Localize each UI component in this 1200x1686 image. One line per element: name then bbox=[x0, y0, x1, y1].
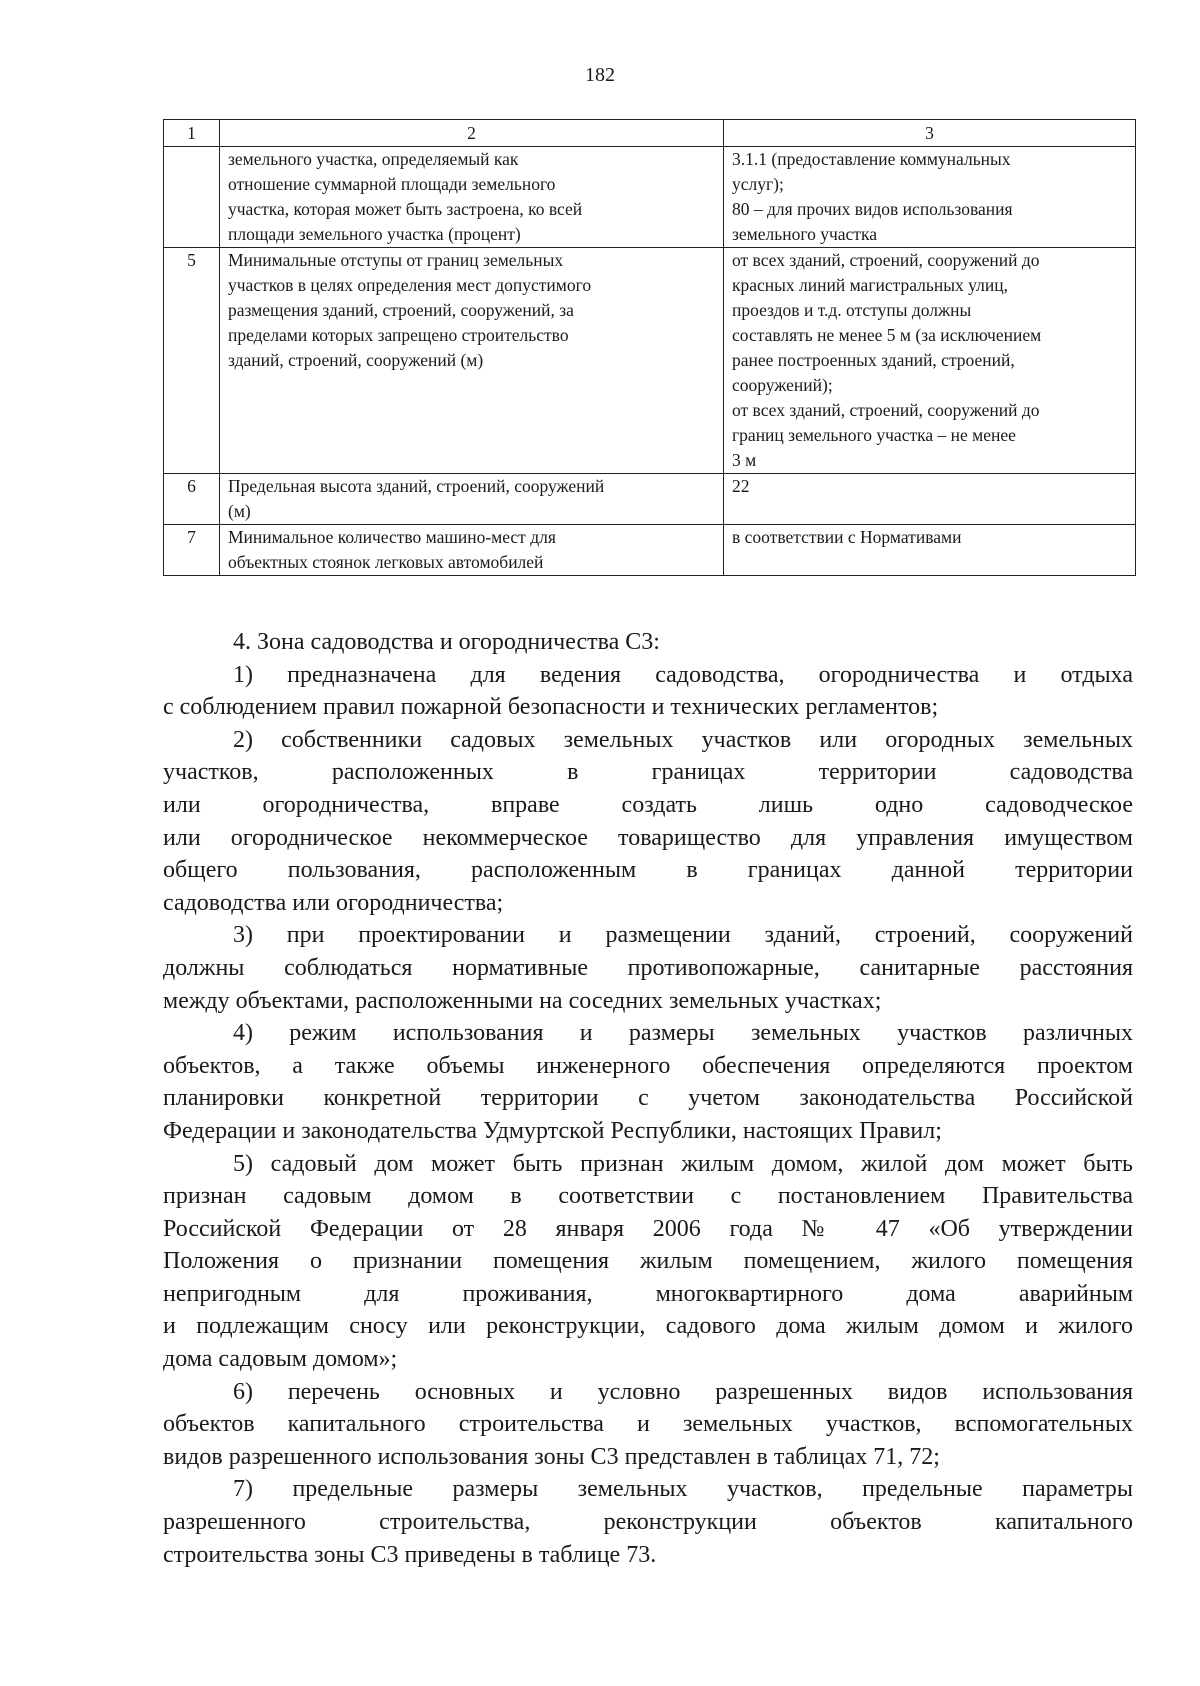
parameter-value-line: земельного участка bbox=[732, 224, 877, 244]
text-line: 2) собственники садовых земельных участков или огородных земельных bbox=[233, 726, 1133, 753]
parameter-name-line: площади земельного участка (процент) bbox=[228, 224, 521, 244]
text-line: и подлежащим сносу или реконструкции, садового дома жилым домом и жилого bbox=[163, 1313, 1133, 1340]
parameter-value-cell bbox=[724, 248, 1136, 474]
parameter-value-line: сооружений); bbox=[732, 375, 833, 395]
text-line: 4. Зона садоводства и огородничества С3: bbox=[233, 629, 660, 655]
text-line: 3) при проектировании и размещении зданий, строений, сооружений bbox=[233, 922, 1133, 949]
parameter-name-cell bbox=[220, 147, 724, 248]
parameter-value-line: услуг); bbox=[732, 174, 784, 194]
parameter-value-cell bbox=[724, 474, 1136, 525]
parameter-value-line: 3.1.1 (предоставление коммунальных bbox=[732, 149, 1011, 169]
table-header-row bbox=[164, 120, 1136, 147]
row-number-cell bbox=[164, 147, 220, 248]
parameter-value-line: проездов и т.д. отступы должны bbox=[732, 300, 972, 320]
text-line: объектов, а также объемы инженерного обеспечения определяются проектом bbox=[163, 1052, 1133, 1079]
text-line: дома садовым домом»; bbox=[163, 1346, 398, 1373]
text-line: участков, расположенных в границах территории садоводства bbox=[163, 759, 1133, 786]
row-number-cell: 5 bbox=[164, 248, 220, 474]
parameter-name-line: отношение суммарной площади земельного bbox=[228, 174, 556, 194]
text-line: разрешенного строительства, реконструкции объектов капитального bbox=[163, 1509, 1133, 1536]
parameter-value-line: красных линий магистральных улиц, bbox=[732, 275, 1008, 295]
parameter-name-line: объектных стоянок легковых автомобилей bbox=[228, 552, 544, 572]
table-row bbox=[164, 525, 1136, 576]
parameter-name-cell bbox=[220, 525, 724, 576]
parameter-name-cell bbox=[220, 248, 724, 474]
parameter-name-line: размещения зданий, строений, сооружений, за bbox=[228, 300, 574, 320]
parameter-name-line: участков в целях определения мест допустимого bbox=[228, 275, 592, 295]
text-line: или огородническое некоммерческое товарищество для управления имуществом bbox=[163, 824, 1133, 851]
parameter-name-line: зданий, строений, сооружений (м) bbox=[228, 350, 484, 370]
page-number: 182 bbox=[585, 64, 615, 86]
parameter-name-line: пределами которых запрещено строительство bbox=[228, 325, 569, 345]
table-row bbox=[164, 147, 1136, 248]
parameter-name-line: (м) bbox=[228, 501, 251, 521]
table-row bbox=[164, 248, 1136, 474]
text-line: объектов капитального строительства и земельных участков, вспомогательных bbox=[163, 1411, 1133, 1438]
header-cell-1: 1 bbox=[164, 120, 220, 147]
text-line: признан садовым домом в соответствии с постановлением Правительства bbox=[163, 1183, 1133, 1210]
text-line: Федерации и законодательства Удмуртской Республики, настоящих Правил; bbox=[163, 1117, 942, 1144]
parameter-name-line: Минимальные отступы от границ земельных bbox=[228, 250, 564, 270]
parameter-name-line: земельного участка, определяемый как bbox=[228, 149, 519, 169]
text-line: 4) режим использования и размеры земельных участков различных bbox=[233, 1020, 1133, 1047]
parameter-value-cell bbox=[724, 147, 1136, 248]
parameter-value-cell bbox=[724, 525, 1136, 576]
parameter-value-line: в соответствии с Нормативами bbox=[732, 527, 962, 547]
text-line: строительства зоны С3 приведены в таблице 73. bbox=[163, 1541, 657, 1568]
parameter-value-line: от всех зданий, строений, сооружений до bbox=[732, 400, 1040, 420]
text-line: планировки конкретной территории с учетом законодательства Российской bbox=[163, 1085, 1133, 1112]
table-row bbox=[164, 474, 1136, 525]
parameter-value-line: 22 bbox=[732, 476, 750, 496]
parameter-name-line: участка, которая может быть застроена, ко всей bbox=[228, 199, 583, 219]
text-line: видов разрешенного использования зоны С3 представлен в таблицах 71, 72; bbox=[163, 1443, 940, 1470]
text-line: садоводства или огородничества; bbox=[163, 889, 504, 916]
row-number-cell: 7 bbox=[164, 525, 220, 576]
text-line: или огородничества, вправе создать лишь одно садоводческое bbox=[163, 791, 1133, 818]
parameter-name-cell bbox=[220, 474, 724, 525]
parameter-value-line: составлять не менее 5 м (за исключением bbox=[732, 325, 1042, 345]
text-line: с соблюдением правил пожарной безопасности и технических регламентов; bbox=[163, 694, 939, 721]
parameter-value-line: границ земельного участка – не менее bbox=[732, 425, 1016, 445]
text-line: 5) садовый дом может быть признан жилым домом, жилой дом может быть bbox=[233, 1150, 1133, 1177]
header-cell-2: 2 bbox=[220, 120, 724, 147]
row-number-cell: 6 bbox=[164, 474, 220, 525]
parameter-value-line: от всех зданий, строений, сооружений до bbox=[732, 250, 1040, 270]
header-cell-3: 3 bbox=[724, 120, 1136, 147]
parameters-table bbox=[163, 119, 1136, 576]
text-line: должны соблюдаться нормативные противопожарные, санитарные расстояния bbox=[163, 954, 1133, 981]
text-line: Российской Федерации от 28 января 2006 года № 47 «Об утверждении bbox=[163, 1215, 1133, 1242]
text-line: общего пользования, расположенным в границах данной территории bbox=[163, 857, 1133, 884]
text-line: между объектами, расположенными на соседних земельных участках; bbox=[163, 987, 882, 1014]
text-line: непригодным для проживания, многоквартирного дома аварийным bbox=[163, 1280, 1133, 1307]
zone-description-text bbox=[163, 626, 1133, 1571]
parameter-name-line: Предельная высота зданий, строений, сооружений bbox=[228, 476, 605, 496]
parameter-value-line: 3 м bbox=[732, 450, 757, 470]
text-line: 1) предназначена для ведения садоводства, огородничества и отдыха bbox=[233, 661, 1133, 688]
text-line: 7) предельные размеры земельных участков, предельные параметры bbox=[233, 1476, 1133, 1503]
parameter-name-line: Минимальное количество машино-мест для bbox=[228, 527, 556, 547]
text-line: 6) перечень основных и условно разрешенных видов использования bbox=[233, 1378, 1133, 1405]
text-line: Положения о признании помещения жилым помещением, жилого помещения bbox=[163, 1248, 1133, 1275]
parameter-value-line: ранее построенных зданий, строений, bbox=[732, 350, 1015, 370]
parameter-value-line: 80 – для прочих видов использования bbox=[732, 199, 1013, 219]
